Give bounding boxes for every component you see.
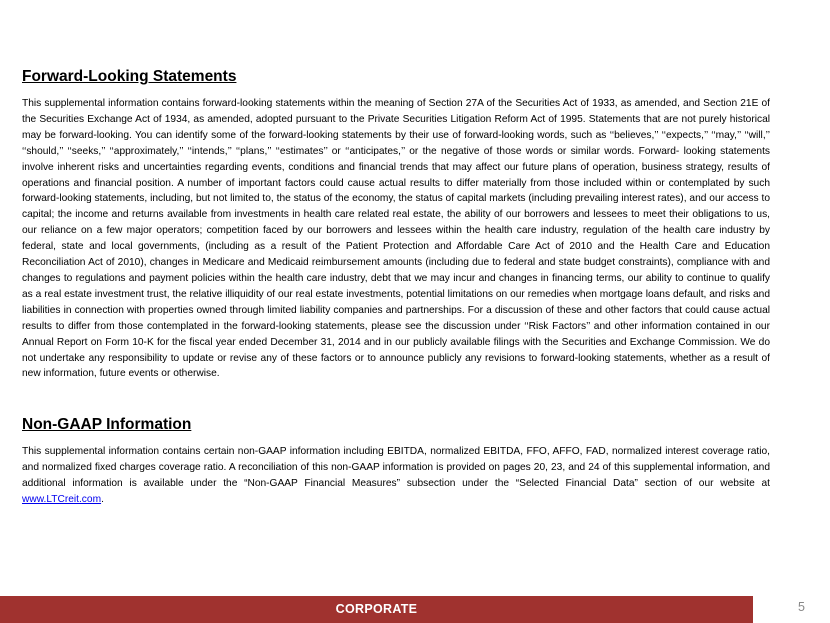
non-gaap-body-end: .: [101, 493, 104, 505]
non-gaap-paragraph: [22, 444, 770, 508]
footer-bar: [0, 596, 753, 623]
forward-looking-paragraph: This supplemental information contains forward-looking statements within the meaning of Section 27A of the Securities Act of 1933, as amended, and Section 21E of the Securities Exchange Act of 1934, as amended, adopted pursuant to the Private Securities Litigation Reform Act of 1995. Statements that are not purely historical may be forward-looking. You can identify some of the forward-looking statements by their use of forward-looking words, such as ‘‘believes,’’ ‘‘expects,’’ ‘‘may,’’ ‘‘will,’’ ‘‘should,’’ ‘‘seeks,’’ ‘‘approximately,’’ ‘‘intends,’’ ‘‘plans,’’ ‘‘estimates’’ or ‘‘anticipates,’’ or the negative of those words or similar words. Forward- looking statements involve inherent risks and uncertainties regarding events, conditions and financial trends that may affect our future plans of operation, business strategy, results of operations and financial position. A number of important factors could cause actual results to differ materially from those included within or contemplated by such forward-looking statements, including, but not limited to, the status of the economy, the status of capital markets (including prevailing interest rates), and our access to capital; the income and returns available from investments in health care related real estate, the ability of our borrowers and lessees to meet their obligations to us, our reliance on a few major operators; competition faced by our borrowers and lessees within the health care industry, regulation of the health care industry by federal, state and local governments, (including as a result of the Patient Protection and Affordable Care Act of 2010 and the Health Care and Education Reconciliation Act of 2010), changes in Medicare and Medicaid reimbursement amounts (including due to federal and state budget constraints), compliance with and changes to regulations and payment policies within the health care industry, debt that we may incur and changes in financing terms, our ability to continue to qualify as a real estate investment trust, the relative illiquidity of our real estate investments, potential limitations on our remedies when mortgage loans default, and risks and liabilities in connection with properties owned through limited liability companies and partnerships. For a discussion of these and other factors that could cause actual results to differ from those contemplated in the forward-looking statements, please see the discussion under ‘‘Risk Factors’’ and other information contained in our Annual Report on Form 10-K for the fiscal year ended December 31, 2014 and in our publicly available filings with the Securities and Exchange Commission. We do not undertake any responsibility to update or revise any of these factors or to announce publicly any revisions to forward-looking statements, whether as a result of new information, future events or otherwise.: [22, 98, 770, 380]
footer-label: CORPORATE: [335, 602, 418, 616]
forward-looking-section: [22, 68, 770, 382]
non-gaap-heading: Non-GAAP Information: [22, 416, 192, 433]
non-gaap-section: [22, 416, 770, 508]
website-link[interactable]: www.LTCreit.com: [22, 493, 102, 505]
page-number: 5: [798, 600, 805, 614]
forward-looking-heading: Forward-Looking Statements: [22, 68, 237, 85]
non-gaap-body: This supplemental information contains certain non-GAAP information including EBITDA, normalized EBITDA, FFO, AFFO, FAD, normalized interest coverage ratio, and normalized fixed charges coverage ratio. A reconciliation of this non-GAAP information is provided on pages 20, 23, and 24 of this supplemental information, and additional information is available under the “Non-GAAP Financial Measures” subsection under the “Selected Financial Data” section of our website at: [22, 446, 770, 489]
